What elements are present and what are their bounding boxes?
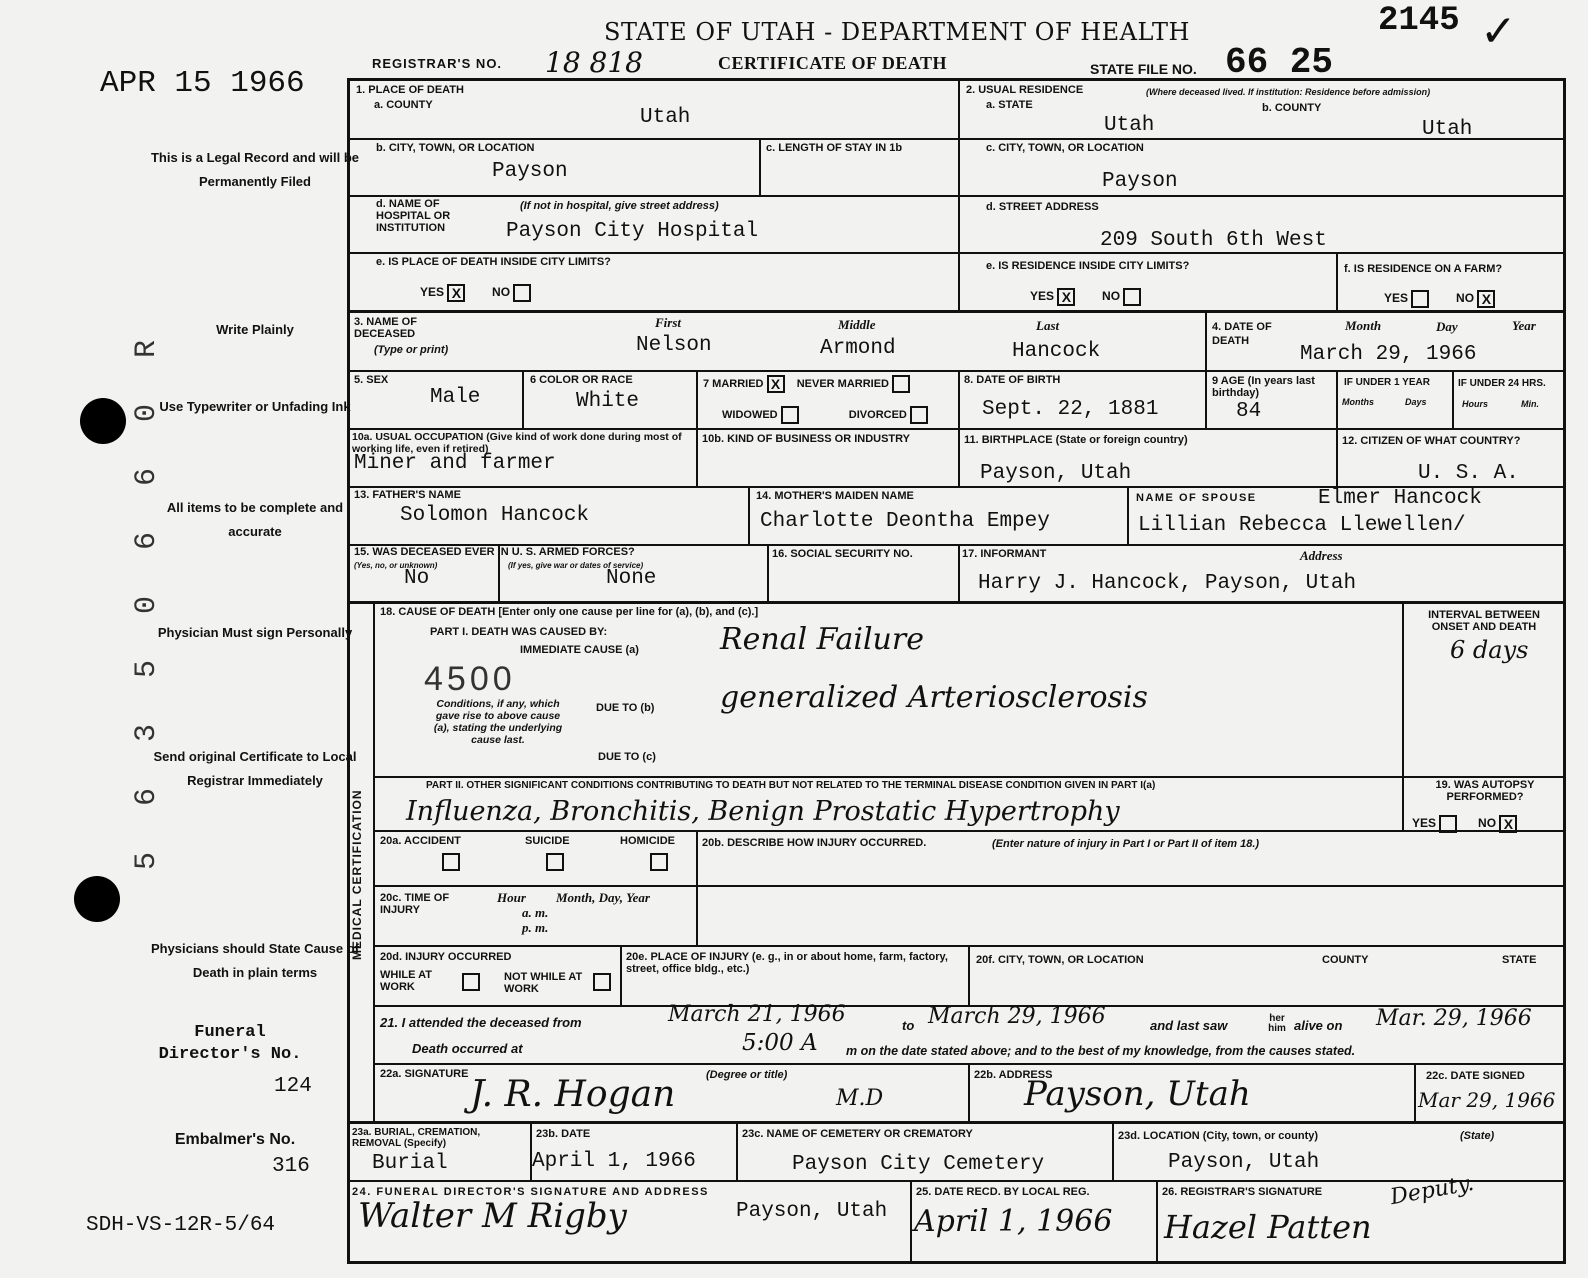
under-24-hrs-label: IF UNDER 24 HRS. [1458, 378, 1546, 389]
attended-label: 21. I attended the deceased from [380, 1015, 582, 1030]
deceased-type-note: (Type or print) [374, 344, 449, 356]
check-mark-icon: ✓ [1480, 6, 1517, 57]
registrar-no-label: REGISTRAR'S NO. [372, 56, 503, 71]
sex-value: Male [430, 386, 481, 409]
funeral-director-no-label: Funeral Director's No. [158, 1023, 302, 1064]
occupation-label: 10a. USUAL OCCUPATION (Give kind of work done during most of working life, even if retired) [352, 431, 682, 455]
age-label: 9 AGE (In years last birthday) [1212, 375, 1315, 399]
spouse-line2-value: Lillian Rebecca Llewellen/ [1138, 514, 1466, 537]
hospital-value: Payson City Hospital [506, 220, 759, 243]
cause-code: 4500 [424, 660, 516, 698]
farm-yes-label: YES [1384, 291, 1409, 306]
attended-from-value: March 21, 1966 [668, 1002, 846, 1027]
first-name-value: Nelson [636, 334, 712, 357]
days-label: Days [1405, 397, 1427, 407]
farm-label: f. IS RESIDENCE ON A FARM? [1344, 263, 1503, 275]
informant-label: 17. INFORMANT [962, 548, 1047, 560]
armed-forces-note: (Yes, no, or unknown) [354, 561, 438, 570]
residence-label: 2. USUAL RESIDENCE [966, 84, 1084, 96]
deceased-name-label: 3. NAME OF DECEASED [354, 316, 417, 340]
injury-occurred-label: 20d. INJURY OCCURRED [380, 951, 512, 963]
her-him-label: her him [1268, 1013, 1286, 1034]
date-signed-label: 22c. DATE SIGNED [1426, 1070, 1525, 1082]
medical-certification-label: MEDICAL CERTIFICATION [350, 789, 364, 960]
months-label: Months [1342, 397, 1374, 407]
birthplace-value: Payson, Utah [980, 462, 1132, 485]
dob-value: Sept. 22, 1881 [982, 398, 1159, 421]
age-value: 84 [1236, 400, 1262, 423]
death-county-label: a. COUNTY [374, 99, 433, 111]
part2-label: PART II. OTHER SIGNIFICANT CONDITIONS CONTRIBUTING TO DEATH BUT NOT RELATED TO THE TERMINAL DISEASE CONDITION GIVEN IN PART I(a) [426, 780, 1156, 791]
informant-address-label: Address [1300, 548, 1343, 563]
residence-inside-no-label: NO [1102, 289, 1121, 304]
deputy-annotation: Deputy. [1388, 1170, 1476, 1211]
ssn-label: 16. SOCIAL SECURITY NO. [772, 548, 913, 560]
street-label: d. STREET ADDRESS [986, 201, 1099, 213]
residence-county-value: Utah [1422, 118, 1473, 141]
embalmer-no-value: 316 [272, 1155, 310, 1178]
funeral-director-signature-value: Walter M Rigby [358, 1196, 627, 1236]
injury-city-label: 20f. CITY, TOWN, OR LOCATION [976, 954, 1144, 966]
street-value: 209 South 6th West [1100, 229, 1327, 252]
due-to-c-label: DUE TO (c) [598, 751, 656, 763]
last-name-label: Last [1036, 318, 1060, 333]
registrar-signature-value: Hazel Patten [1164, 1208, 1372, 1246]
injury-description-note: (Enter nature of injury in Part I or Part II of item 18.) [992, 838, 1260, 850]
month-day-year-label: Month, Day, Year [556, 890, 650, 905]
death-county-value: Utah [640, 106, 691, 129]
cemetery-label: 23c. NAME OF CEMETERY OR CREMATORY [742, 1128, 973, 1140]
residence-inside-no-checkbox[interactable] [1123, 288, 1141, 306]
never-married-checkbox[interactable] [892, 375, 910, 393]
registrar-signature-label: 26. REGISTRAR'S SIGNATURE [1162, 1186, 1323, 1198]
physician-degree-value: M.D [836, 1086, 884, 1111]
funeral-director-no-value: 124 [274, 1075, 312, 1098]
last-saw-label: and last saw [1150, 1018, 1228, 1033]
cemetery-value: Payson City Cemetery [792, 1153, 1045, 1176]
never-married-label: NEVER MARRIED [796, 377, 889, 390]
part1-label: PART I. DEATH WAS CAUSED BY: [430, 626, 608, 638]
punch-hole-icon [74, 876, 120, 922]
burial-location-label: 23d. LOCATION (City, town, or county) [1118, 1130, 1319, 1142]
due-to-b-label: DUE TO (b) [596, 702, 655, 714]
first-name-label: First [655, 315, 682, 330]
spouse-line1-value: Elmer Hancock [1318, 487, 1482, 510]
burial-date-value: April 1, 1966 [532, 1150, 696, 1173]
married-checkbox[interactable]: X [767, 375, 785, 393]
plain-terms-note: Physicians should State Cause of Death in plain terms [150, 941, 360, 980]
residence-city-value: Payson [1102, 170, 1178, 193]
while-at-work-label: WHILE AT WORK [380, 969, 432, 993]
funeral-director-address-value: Payson, Utah [736, 1200, 888, 1223]
day-label: Day [1436, 319, 1458, 334]
married-label: 7 MARRIED [703, 377, 764, 390]
death-inside-limits-label: e. IS PLACE OF DEATH INSIDE CITY LIMITS? [376, 256, 611, 268]
death-occurred-at-label: Death occurred at [412, 1041, 523, 1056]
time-of-injury-label: 20c. TIME OF INJURY [380, 892, 450, 916]
autopsy-no-label: NO [1478, 816, 1497, 831]
embalmer-no-label: Embalmer's No. [174, 1131, 296, 1148]
death-occurred-statement: m on the date stated above; and to the best of my knowledge, from the causes stated. [846, 1044, 1356, 1058]
interval-value: 6 days [1450, 636, 1529, 664]
date-received-value: April 1, 1966 [914, 1204, 1113, 1239]
physician-signature-label: 22a. SIGNATURE [380, 1068, 469, 1080]
service-value: None [606, 567, 657, 590]
citizen-value: U. S. A. [1418, 462, 1519, 485]
form-number: SDH-VS-12R-5/64 [86, 1214, 276, 1237]
funeral-director-signature-label: 24. FUNERAL DIRECTOR'S SIGNATURE AND ADDRESS [352, 1186, 709, 1198]
hospital-note: (If not in hospital, give street address) [520, 200, 719, 212]
legal-record-note: This is a Legal Record and will be Permanently Filed [150, 150, 360, 189]
to-label: to [902, 1018, 915, 1033]
residence-county-label: b. COUNTY [1262, 102, 1322, 114]
part2-value: Influenza, Bronchitis, Benign Prostatic Hypertrophy [406, 796, 1120, 827]
middle-name-label: Middle [838, 317, 876, 332]
death-city-value: Payson [492, 160, 568, 183]
place-of-death-label: 1. PLACE OF DEATH [356, 84, 464, 96]
autopsy-label: 19. WAS AUTOPSY PERFORMED? [1435, 779, 1535, 803]
death-occurred-at-value: 5:00 A [742, 1030, 818, 1056]
mother-value: Charlotte Deontha Empey [760, 510, 1050, 533]
death-city-label: b. CITY, TOWN, OR LOCATION [376, 142, 535, 154]
widowed-label: WIDOWED [722, 408, 778, 421]
hours-label: Hours [1462, 399, 1489, 409]
suicide-checkbox[interactable] [546, 853, 564, 871]
birthplace-label: 11. BIRTHPLACE (State or foreign country) [964, 434, 1188, 446]
divorced-checkbox[interactable] [910, 406, 928, 424]
informant-value: Harry J. Hancock, Payson, Utah [978, 572, 1357, 595]
state-file-value: 66 25 [1225, 42, 1334, 83]
conditions-note: Conditions, if any, which gave rise to above cause (a), stating the underlying cause last. [433, 698, 563, 746]
death-inside-yes-checkbox[interactable]: X [447, 284, 465, 302]
injury-state-label: STATE [1502, 954, 1537, 966]
sex-label: 5. SEX [354, 374, 389, 386]
under-1-year-label: IF UNDER 1 YEAR [1344, 377, 1430, 388]
am-label: a. m. [522, 905, 549, 920]
physician-address-value: Payson, Utah [1024, 1074, 1251, 1114]
death-inside-yes-label: YES [420, 285, 445, 300]
autopsy-no-checkbox[interactable]: X [1499, 815, 1517, 833]
hospital-label: d. NAME OF HOSPITAL OR INSTITUTION [376, 198, 451, 234]
min-label: Min. [1521, 399, 1539, 409]
father-label: 13. FATHER'S NAME [354, 489, 461, 501]
homicide-checkbox[interactable] [650, 853, 668, 871]
burial-type-label: 23a. BURIAL, CREMATION, REMOVAL (Specify) [352, 1127, 481, 1149]
armed-forces-label: 15. WAS DECEASED EVER IN U. S. ARMED FORCES? [354, 546, 635, 558]
month-label: Month [1345, 318, 1382, 333]
physician-signature-value: J. R. Hogan [470, 1074, 676, 1115]
not-while-at-work-label: NOT WHILE AT WORK [504, 971, 583, 995]
father-value: Solomon Hancock [400, 504, 590, 527]
corner-number: 2145 [1378, 2, 1460, 40]
citizen-label: 12. CITIZEN OF WHAT COUNTRY? [1342, 435, 1521, 447]
received-date-stamp: APR 15 1966 [100, 66, 305, 101]
business-label: 10b. KIND OF BUSINESS OR INDUSTRY [702, 433, 911, 445]
residence-inside-yes-label: YES [1030, 289, 1055, 304]
attended-to-value: March 29, 1966 [928, 1004, 1106, 1029]
certificate-title: CERTIFICATE OF DEATH [718, 53, 948, 73]
send-original-note: Send original Certificate to Local Registrar Immediately [153, 749, 357, 788]
complete-note: All items to be complete and accurate [166, 500, 344, 539]
homicide-label: HOMICIDE [620, 835, 675, 847]
length-of-stay-label: c. LENGTH OF STAY IN 1b [766, 142, 903, 154]
immediate-cause-value: Renal Failure [720, 622, 924, 657]
residence-state-value: Utah [1104, 114, 1155, 137]
middle-name-value: Armond [820, 337, 896, 360]
injury-description-label: 20b. DESCRIBE HOW INJURY OCCURRED. [702, 837, 927, 849]
write-plainly-note: Write Plainly [216, 322, 294, 337]
burial-state-label: (State) [1460, 1130, 1495, 1142]
hour-label: Hour [497, 890, 526, 905]
state-title: STATE OF UTAH - DEPARTMENT OF HEALTH [604, 18, 1190, 46]
burial-type-value: Burial [372, 1152, 448, 1175]
farm-no-label: NO [1456, 291, 1475, 306]
interval-label: INTERVAL BETWEEN ONSET AND DEATH [1428, 609, 1540, 633]
race-value: White [576, 390, 640, 413]
not-while-at-work-checkbox[interactable] [593, 973, 611, 991]
due-to-b-value: generalized Arteriosclerosis [720, 680, 1148, 715]
occupation-value: Miner and farmer [354, 452, 556, 475]
residence-city-label: c. CITY, TOWN, OR LOCATION [986, 142, 1144, 154]
while-at-work-checkbox[interactable] [462, 973, 480, 991]
residence-inside-yes-checkbox[interactable]: X [1057, 288, 1075, 306]
alive-on-value: Mar. 29, 1966 [1376, 1006, 1532, 1031]
divorced-label: DIVORCED [848, 408, 907, 421]
residence-state-label: a. STATE [986, 99, 1033, 111]
armed-forces-value: No [404, 567, 430, 590]
accident-checkbox[interactable] [442, 853, 460, 871]
farm-yes-checkbox[interactable] [1411, 290, 1429, 308]
typewriter-note: Use Typewriter or Unfading Ink [159, 399, 351, 414]
date-of-death-value: March 29, 1966 [1300, 343, 1477, 366]
death-inside-no-checkbox[interactable] [513, 284, 531, 302]
place-of-injury-label: 20e. PLACE OF INJURY (e. g., in or about home, farm, factory, street, office bldg., etc.) [626, 951, 948, 975]
autopsy-yes-label: YES [1412, 816, 1437, 831]
burial-date-label: 23b. DATE [536, 1128, 591, 1140]
race-label: 6 COLOR OR RACE [530, 374, 633, 386]
state-file-label: STATE FILE NO. [1090, 61, 1197, 77]
cause-of-death-label: 18. CAUSE OF DEATH [Enter only one cause per line for (a), (b), and (c).] [380, 606, 759, 618]
date-received-label: 25. DATE RECD. BY LOCAL REG. [916, 1186, 1090, 1198]
alive-on-label: alive on [1294, 1018, 1343, 1033]
last-name-value: Hancock [1012, 340, 1101, 363]
pm-label: p. m. [522, 920, 549, 935]
death-inside-no-label: NO [492, 285, 511, 300]
year-label: Year [1512, 318, 1536, 333]
accident-label: 20a. ACCIDENT [380, 835, 461, 847]
date-signed-value: Mar 29, 1966 [1418, 1088, 1556, 1112]
physician-sign-note: Physician Must sign Personally [157, 625, 353, 640]
farm-no-checkbox[interactable]: X [1477, 290, 1495, 308]
physician-address-label: 22b. ADDRESS [974, 1069, 1053, 1081]
residence-note: (Where deceased lived. If institution: Residence before admission) [1146, 87, 1431, 97]
burial-location-value: Payson, Utah [1168, 1151, 1320, 1174]
immediate-cause-label: IMMEDIATE CAUSE (a) [520, 644, 639, 656]
suicide-label: SUICIDE [525, 835, 570, 847]
injury-county-label: COUNTY [1322, 954, 1369, 966]
vertical-serial-number: 5 6 3 5 0 6 6 0 R [130, 325, 164, 870]
registrar-no-value: 18 818 [545, 46, 643, 79]
service-note: (If yes, give war or dates of service) [508, 561, 644, 570]
residence-inside-limits-label: e. IS RESIDENCE INSIDE CITY LIMITS? [986, 260, 1190, 272]
date-of-death-label: 4. DATE OF DEATH [1212, 321, 1272, 347]
autopsy-yes-checkbox[interactable] [1439, 815, 1457, 833]
spouse-label: NAME OF SPOUSE [1136, 492, 1257, 504]
widowed-checkbox[interactable] [781, 406, 799, 424]
mother-label: 14. MOTHER'S MAIDEN NAME [756, 490, 914, 502]
punch-hole-icon [80, 398, 126, 444]
degree-label: (Degree or title) [706, 1069, 788, 1081]
dob-label: 8. DATE OF BIRTH [964, 374, 1061, 386]
